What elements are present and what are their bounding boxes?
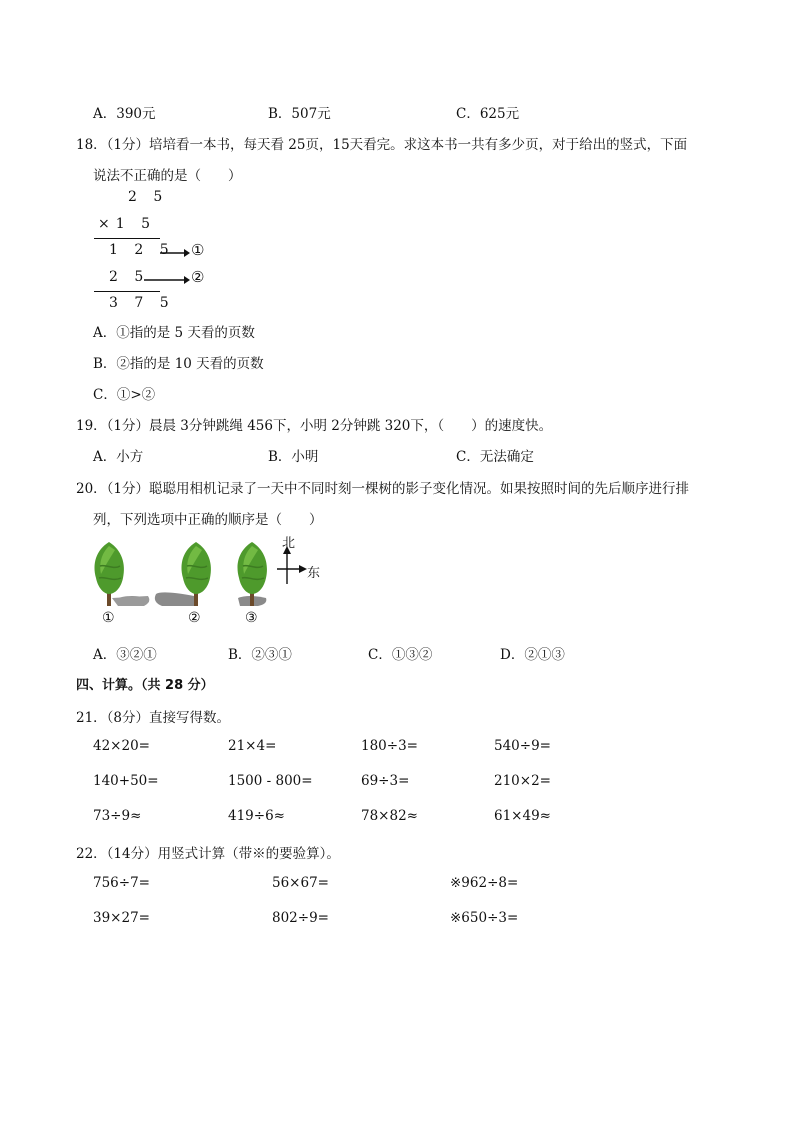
section-4-heading: 四、计算。（共 28 分） (76, 678, 214, 693)
tree-label-1: ① (102, 610, 115, 626)
tree-label-3: ③ (245, 610, 258, 626)
q21-item: 1500 - 800= (228, 773, 313, 789)
q22-item: 56×67= (272, 875, 329, 891)
q20-option-a: A．③②① (93, 647, 157, 663)
compass-icon (277, 546, 307, 584)
vm-row-partial1: 1 2 5 (109, 242, 175, 258)
arrow-to-mark1 (160, 247, 190, 259)
q19-option-c: C．无法确定 (456, 449, 534, 465)
vm-row-partial2: 2 5 (109, 269, 150, 285)
q22-item: ※650÷3= (450, 910, 519, 926)
q17-option-a: A．390元 (93, 106, 156, 122)
vm-mark1: ① (191, 241, 205, 259)
q21-item: 419÷6≈ (228, 808, 285, 824)
q18-stem-line2: 说法不正确的是（ ） (93, 168, 242, 184)
q20-stem-line1: 20．（1分）聪聪用相机记录了一天中不同时刻一棵树的影子变化情况。如果按照时间的先后顺序进行排 (76, 481, 690, 497)
q22-item: 756÷7= (93, 875, 150, 891)
vm-rule-2 (94, 291, 160, 292)
q18-stem-line1: 18．（1分）培培看一本书，每天看 25页，15天看完。求这本书一共有多少页，对于给出的竖式，下面 (76, 137, 688, 153)
q20-option-b: B．②③① (228, 647, 292, 663)
vm-rule-1 (94, 238, 160, 239)
q21-item: 21×4= (228, 738, 277, 754)
q21-item: 69÷3= (361, 773, 410, 789)
tree-shadow-figure (88, 536, 322, 628)
q17-option-c: C．625元 (456, 106, 520, 122)
tree-2-group (155, 542, 211, 606)
q21-item: 210×2= (494, 773, 551, 789)
q22-title: 22．（14分）用竖式计算（带※的要验算）。 (76, 846, 340, 862)
q18-option-b: B．②指的是 10 天看的页数 (93, 356, 264, 372)
q21-item: 42×20= (93, 738, 150, 754)
q21-title: 21．（8分）直接写得数。 (76, 710, 231, 726)
vm-row-multiplier: ×1 5 (98, 216, 156, 232)
tree-1-group (95, 542, 150, 606)
q21-item: 61×49≈ (494, 808, 551, 824)
vm-row-product: 3 7 5 (109, 295, 175, 311)
q20-option-d: D．②①③ (500, 647, 565, 663)
q21-item: 180÷3= (361, 738, 418, 754)
q20-option-c: C．①③② (368, 647, 433, 663)
q20-stem-line2: 列，下列选项中正确的顺序是（ ） (93, 512, 323, 528)
q21-item: 540÷9= (494, 738, 551, 754)
q21-item: 140+50= (93, 773, 159, 789)
vertical-multiplication-figure (90, 186, 210, 312)
q19-stem: 19．（1分）晨晨 3分钟跳绳 456下，小明 2分钟跳 320下，（ ）的速度快。 (76, 418, 553, 434)
q21-item: 73÷9≈ (93, 808, 142, 824)
q18-option-c: C．①>② (93, 387, 156, 403)
q19-option-b: B．小明 (268, 449, 319, 465)
compass-east-label: 东 (307, 566, 321, 581)
q17-option-b: B．507元 (268, 106, 331, 122)
tree-label-2: ② (188, 610, 201, 626)
q22-item: ※962÷8= (450, 875, 519, 891)
tree-3-group (238, 542, 267, 606)
q18-option-a: A．①指的是 5 天看的页数 (93, 325, 255, 341)
q21-item: 78×82≈ (361, 808, 418, 824)
q19-option-a: A．小方 (93, 449, 144, 465)
compass-north-label: 北 (282, 536, 296, 551)
q22-item: 39×27= (93, 910, 150, 926)
q22-item: 802÷9= (272, 910, 329, 926)
vm-mark2: ② (191, 268, 205, 286)
vm-row-multiplicand: 2 5 (128, 189, 169, 205)
arrow-to-mark2 (144, 274, 190, 286)
